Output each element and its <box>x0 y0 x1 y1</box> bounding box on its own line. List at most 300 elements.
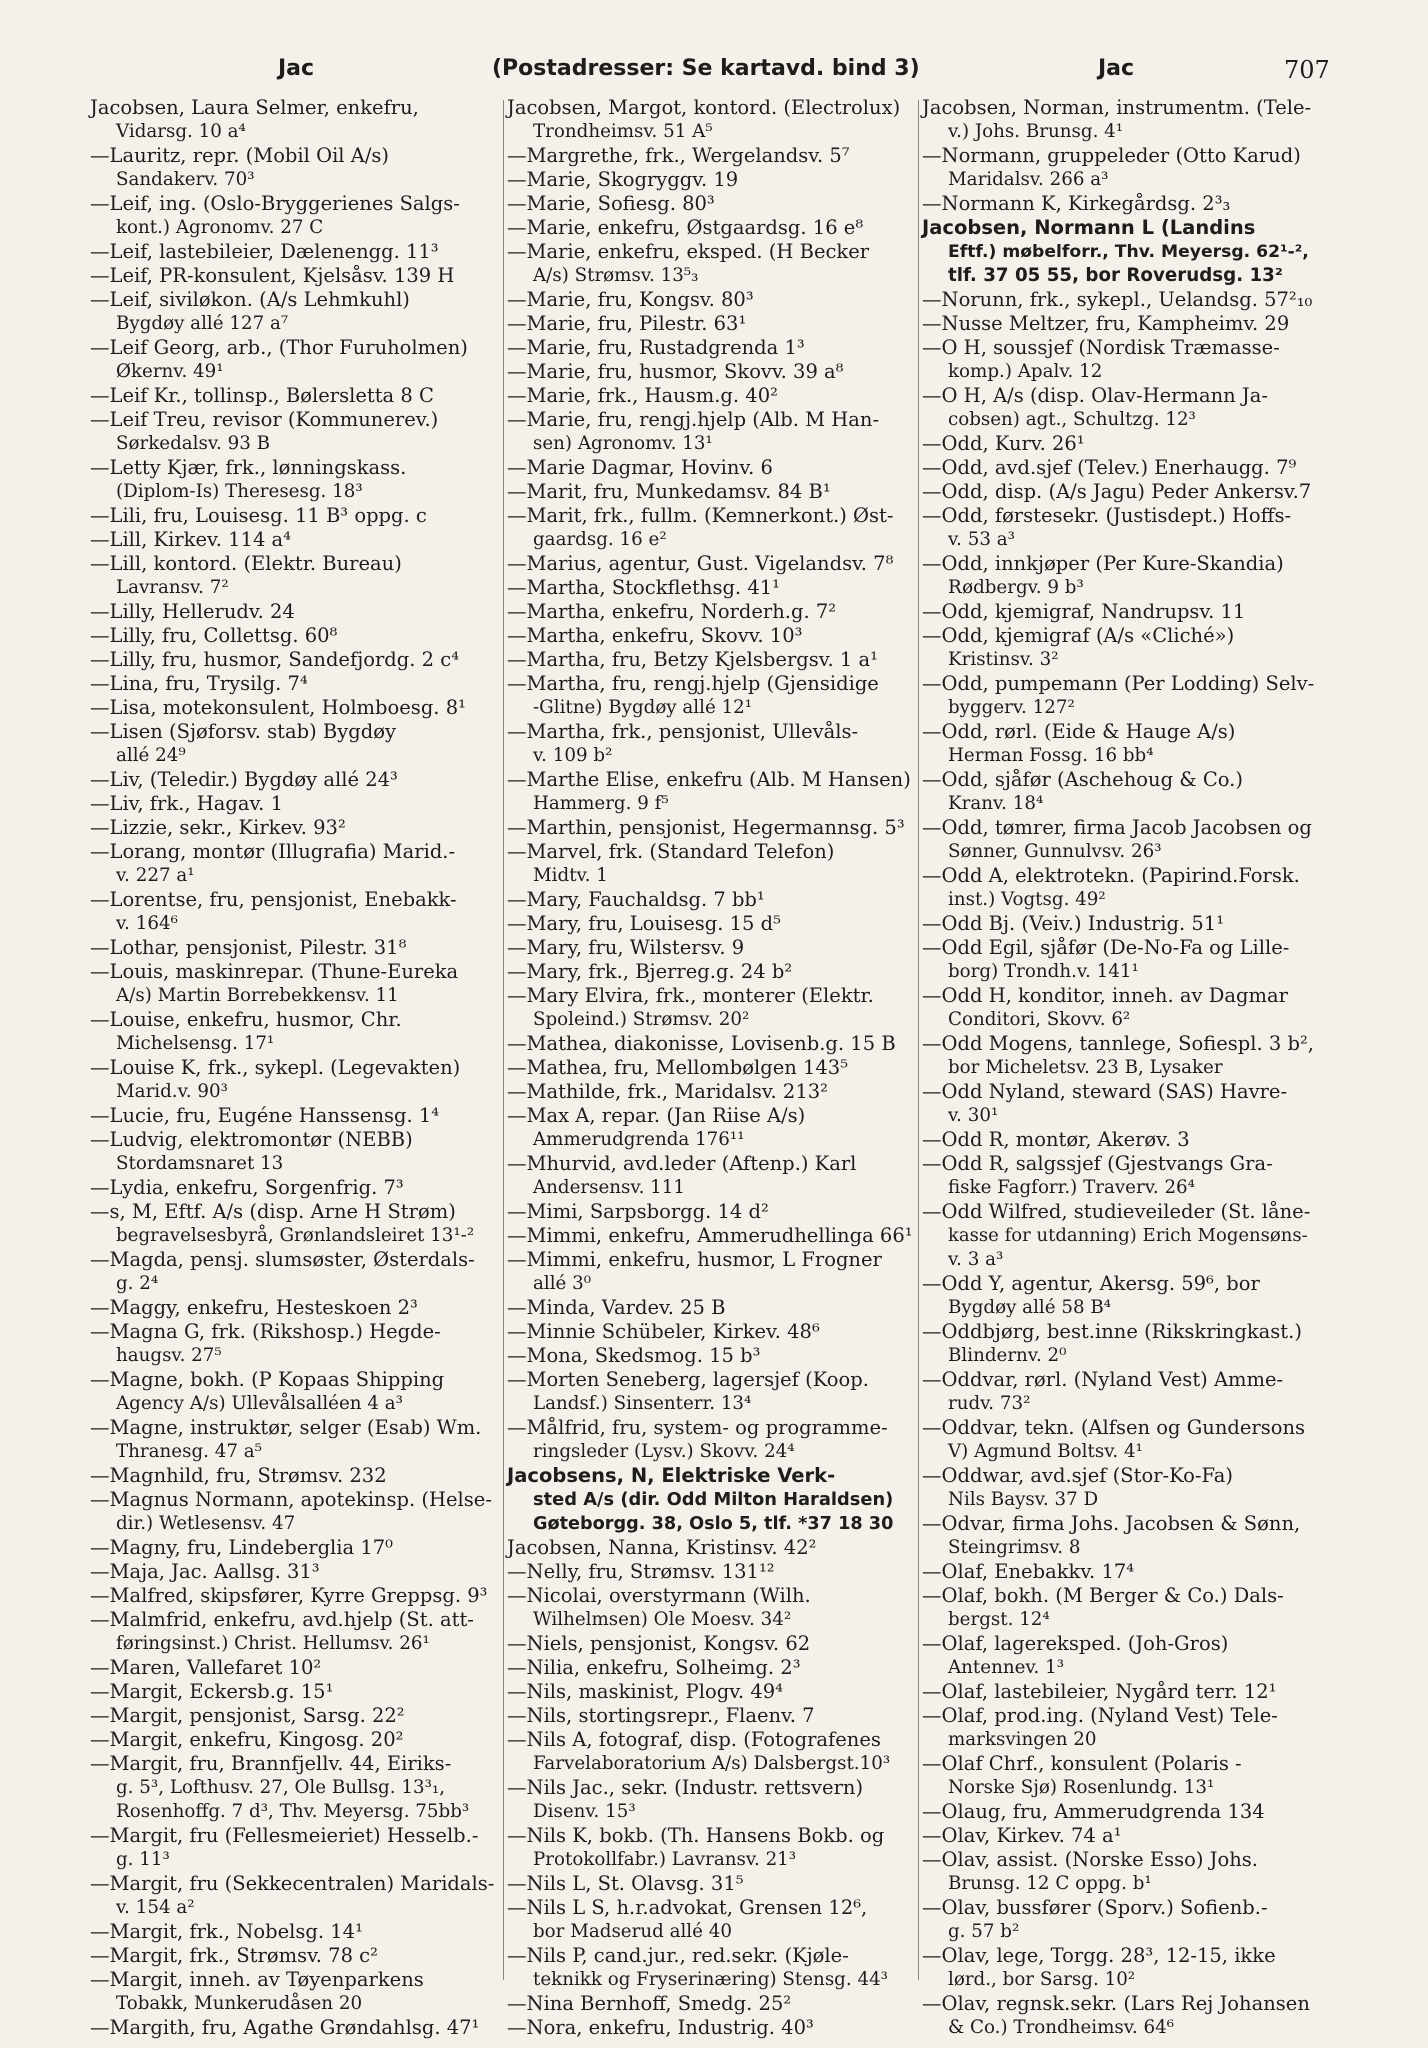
directory-entry <box>922 432 1332 456</box>
directory-entry <box>507 1680 917 1704</box>
directory-entry <box>507 1632 917 1656</box>
entry-continuation-line: Marid.v. 90³ <box>116 1081 228 1102</box>
entry-line: —Odd Y, agentur, Akersg. 59⁶, bor <box>922 1272 1260 1295</box>
directory-entry-bold <box>507 1464 917 1536</box>
directory-entry <box>90 1008 500 1056</box>
entry-continuation-line: -Glitne) Bygdøy allé 12¹ <box>533 697 753 718</box>
entry-line: —Leif Kr., tollinsp., Bølersletta 8 C <box>90 384 434 407</box>
entry-continuation-line: gaardsg. 16 e² <box>533 529 667 550</box>
entry-line: —Morten Seneberg, lagersjef (Koop. <box>507 1368 869 1391</box>
entry-continuation-line: Stordamsnaret 13 <box>116 1153 284 1174</box>
entry-continuation-line: Bygdøy allé 58 B⁴ <box>948 1297 1112 1318</box>
directory-entry <box>90 288 500 336</box>
directory-entry <box>90 144 500 192</box>
entry-line: —Odd, kjemigraf, Nandrupsv. 11 <box>922 600 1246 623</box>
directory-entry <box>507 504 917 552</box>
directory-entry <box>922 1824 1332 1848</box>
entry-line: —Marie, Sofiesg. 80³ <box>507 192 715 215</box>
entry-continuation-line: fiske Fagforr.) Traverv. 26⁴ <box>948 1177 1195 1198</box>
directory-entry <box>90 936 500 960</box>
directory-entry <box>922 192 1332 216</box>
header-center-note: (Postadresser: Se kartavd. bind 3) <box>492 56 920 81</box>
directory-column-2 <box>507 96 917 2040</box>
entry-line: —Lill, Kirkev. 114 a⁴ <box>90 528 291 551</box>
entry-line: —Odd, tømrer, firma Jacob Jacobsen og <box>922 816 1312 839</box>
directory-entry <box>507 576 917 600</box>
entry-line: —Olav, lege, Torgg. 28³, 12-15, ikke <box>922 1944 1276 1967</box>
entry-continuation-line: Sandakerv. 70³ <box>116 169 255 190</box>
directory-entry <box>90 648 500 672</box>
directory-entry <box>90 552 500 600</box>
entry-line: —Nils K, bokb. (Th. Hansens Bokb. og <box>507 1824 885 1847</box>
directory-entry <box>922 1752 1332 1800</box>
directory-entry <box>90 1536 500 1560</box>
entry-line: —Minnie Schübeler, Kirkev. 48⁶ <box>507 1320 820 1343</box>
entry-line: —Leif, siviløkon. (A/s Lehmkuhl) <box>90 288 410 311</box>
entry-continuation-line: g. 5³, Lofthusv. 27, Ole Bullsg. 13³₁, <box>116 1777 445 1798</box>
entry-line: —Marie, Skogryggv. 19 <box>507 168 739 191</box>
entry-continuation-line: Landsf.) Sinsenterr. 13⁴ <box>533 1393 752 1414</box>
directory-entry <box>507 1944 917 1992</box>
entry-line: —Lorang, montør (Illugrafia) Marid.- <box>90 840 456 863</box>
directory-entry <box>90 672 500 696</box>
entry-line: —Odd Mogens, tannlege, Sofiespl. 3 b², <box>922 1032 1314 1055</box>
entry-line: —Martha, enkefru, Skovv. 10³ <box>507 624 803 647</box>
entry-line: —Lizzie, sekr., Kirkev. 93² <box>90 816 346 839</box>
entry-continuation-line: Herman Fossg. 16 bb⁴ <box>948 745 1154 766</box>
entry-line: —Odd R, montør, Akerøv. 3 <box>922 1128 1190 1151</box>
entry-continuation-line: cobsen) agt., Schultzg. 12³ <box>948 409 1196 430</box>
directory-entry <box>922 1080 1332 1128</box>
entry-line: —Margith, fru, Agathe Grøndahlsg. 47¹ <box>90 2016 480 2039</box>
entry-line: —Nelly, fru, Strømsv. 131¹² <box>507 1560 775 1583</box>
entry-line: —Margit, inneh. av Tøyenparkens <box>90 1968 424 1991</box>
directory-entry <box>90 840 500 888</box>
entry-line: —Margit, fru, Brannfjellv. 44, Eiriks- <box>90 1752 452 1775</box>
entry-line: —Magnus Normann, apotekinsp. (Helse- <box>90 1488 492 1511</box>
entry-line: —Marie, enkefru, Østgaardsg. 16 e⁸ <box>507 216 864 239</box>
directory-entry <box>922 1632 1332 1680</box>
entry-line: —Martha, Stockflethsg. 41¹ <box>507 576 780 599</box>
entry-continuation-line: v. 53 a³ <box>948 529 1015 550</box>
entry-continuation-line: Protokollfabr.) Lavransv. 21³ <box>533 1849 797 1870</box>
entry-line: —Margit, pensjonist, Sarsg. 22² <box>90 1704 405 1727</box>
entry-line: Jacobsen, Nanna, Kristinsv. 42² <box>507 1536 817 1559</box>
directory-entry <box>507 1104 917 1152</box>
directory-entry <box>507 768 917 816</box>
directory-entry <box>922 1200 1332 1272</box>
entry-line: —Oddvar, rørl. (Nyland Vest) Amme- <box>922 1368 1284 1391</box>
directory-entry <box>507 1704 917 1728</box>
entry-line: —Marie, fru, Kongsv. 80³ <box>507 288 754 311</box>
directory-entry <box>922 1512 1332 1560</box>
entry-line: —Maren, Vallefaret 10² <box>90 1656 322 1679</box>
entry-line: —Lothar, pensjonist, Pilestr. 31⁸ <box>90 936 407 959</box>
entry-line: —Olaf, lastebileier, Nygård terr. 12¹ <box>922 1680 1277 1703</box>
entry-line: —Odvar, firma Johs. Jacobsen & Sønn, <box>922 1512 1301 1535</box>
entry-continuation-line: Trondheimsv. 51 A⁵ <box>533 121 713 142</box>
directory-entry <box>922 912 1332 936</box>
entry-line: —Magne, instruktør, selger (Esab) Wm. <box>90 1416 482 1439</box>
directory-entry <box>507 984 917 1032</box>
directory-entry <box>507 624 917 648</box>
entry-continuation-line: dir.) Wetlesensv. 47 <box>116 1513 296 1534</box>
directory-entry <box>507 816 917 840</box>
entry-line: —Mathea, diakonisse, Lovisenb.g. 15 B <box>507 1032 896 1055</box>
entry-continuation-line: bor Micheletsv. 23 B, Lysaker <box>948 1057 1223 1078</box>
directory-entry <box>507 648 917 672</box>
entry-continuation-line: rudv. 73² <box>948 1393 1031 1414</box>
directory-entry <box>507 360 917 384</box>
entry-line: —Letty Kjær, frk., lønningskass. <box>90 456 407 479</box>
entry-line: —Norunn, frk., sykepl., Uelandsg. 57²₁₀ <box>922 288 1313 311</box>
directory-entry <box>922 480 1332 504</box>
entry-continuation-line: bergst. 12⁴ <box>948 1609 1050 1630</box>
entry-continuation-line: v. 227 a¹ <box>116 865 195 886</box>
entry-line: —Martha, enkefru, Norderh.g. 7² <box>507 600 837 623</box>
entry-continuation-line: komp.) Apalv. 12 <box>948 361 1103 382</box>
directory-entry <box>90 624 500 648</box>
entry-line: —Marius, agentur, Gust. Vigelandsv. 7⁸ <box>507 552 894 575</box>
entry-line: —Odd Bj. (Veiv.) Industrig. 51¹ <box>922 912 1225 935</box>
directory-entry <box>90 456 500 504</box>
directory-entry <box>90 1464 500 1488</box>
entry-line: —Lauritz, repr. (Mobil Oil A/s) <box>90 144 390 167</box>
entry-continuation-line: Farvelaboratorium A/s) Dalsbergst.10³ <box>533 1753 891 1774</box>
entry-line: —Magna G, frk. (Rikshosp.) Hegde- <box>90 1320 441 1343</box>
entry-continuation-line: sted A/s (dir. Odd Milton Haraldsen) <box>533 1489 894 1510</box>
entry-line: —Olav, Kirkev. 74 a¹ <box>922 1824 1122 1847</box>
directory-entry <box>507 936 917 960</box>
entry-line: —Marthin, pensjonist, Hegermannsg. 5³ <box>507 816 905 839</box>
entry-line: —Martha, fru, rengj.hjelp (Gjensidige <box>507 672 879 695</box>
entry-continuation-line: v. 164⁶ <box>116 913 178 934</box>
directory-entry <box>922 1368 1332 1416</box>
entry-line: —Olaug, fru, Ammerudgrenda 134 <box>922 1800 1265 1823</box>
directory-entry <box>90 1128 500 1176</box>
entry-continuation-line: føringsinst.) Christ. Hellumsv. 26¹ <box>116 1633 430 1654</box>
directory-entry <box>507 480 917 504</box>
directory-entry <box>507 168 917 192</box>
entry-line: —Mimmi, enkefru, Ammerudhellinga 66¹ <box>507 1224 913 1247</box>
entry-continuation-line: g. 57 b² <box>948 1921 1020 1942</box>
directory-entry <box>90 1944 500 1968</box>
directory-entry <box>90 96 500 144</box>
directory-entry <box>507 1032 917 1056</box>
directory-entry <box>507 1584 917 1632</box>
entry-line: —Ludvig, elektromontør (NEBB) <box>90 1128 413 1151</box>
entry-line: —Målfrid, fru, system- og programme- <box>507 1416 888 1439</box>
entry-continuation-line: Nils Baysv. 37 D <box>948 1489 1099 1510</box>
entry-line: —Marie, frk., Hausm.g. 40² <box>507 384 778 407</box>
entry-line: —Lili, fru, Louisesg. 11 B³ oppg. c <box>90 504 427 527</box>
entry-line: —Magne, bokh. (P Kopaas Shipping <box>90 1368 445 1391</box>
entry-line: —Louise K, frk., sykepl. (Legevakten) <box>90 1056 461 1079</box>
directory-entry <box>922 384 1332 432</box>
entry-continuation-line: kont.) Agronomv. 27 C <box>116 217 324 238</box>
entry-line: —Magnhild, fru, Strømsv. 232 <box>90 1464 387 1487</box>
entry-line: —Nils Jac., sekr. (Industr. rettsvern) <box>507 1776 864 1799</box>
entry-continuation-line: Steingrimsv. 8 <box>948 1537 1081 1558</box>
entry-line: —Odd Wilfred, studieveileder (St. låne- <box>922 1200 1311 1223</box>
directory-entry <box>507 1872 917 1896</box>
directory-entry <box>922 1800 1332 1824</box>
entry-continuation-line: byggerv. 127² <box>948 697 1075 718</box>
entry-line: —Odd Egil, sjåfør (De-No-Fa og Lille- <box>922 936 1290 959</box>
directory-entry <box>507 96 917 144</box>
entry-line: —O H, A/s (disp. Olav-Hermann Ja- <box>922 384 1268 407</box>
directory-entry <box>922 288 1332 312</box>
directory-entry <box>507 1200 917 1224</box>
entry-line: —Margit, Eckersb.g. 15¹ <box>90 1680 334 1703</box>
entry-continuation-line: Rosenhoffg. 7 d³, Thv. Meyersg. 75bb³ <box>116 1801 470 1822</box>
entry-continuation-line: A/s) Martin Borrebekkensv. 11 <box>116 985 399 1006</box>
directory-entry <box>922 672 1332 720</box>
entry-line: —Nicolai, overstyrmann (Wilh. <box>507 1584 811 1607</box>
directory-entry <box>90 1488 500 1536</box>
directory-entry <box>90 1752 500 1824</box>
directory-entry <box>90 1416 500 1464</box>
directory-entry <box>922 1896 1332 1944</box>
directory-entry <box>507 840 917 888</box>
directory-entry <box>922 1464 1332 1512</box>
directory-entry <box>922 768 1332 816</box>
directory-entry <box>922 864 1332 912</box>
directory-entry <box>90 408 500 456</box>
entry-line: —Odd A, elektrotekn. (Papirind.Forsk. <box>922 864 1300 887</box>
directory-entry <box>922 312 1332 336</box>
directory-entry <box>507 240 917 288</box>
entry-continuation-line: Gøteborgg. 38, Oslo 5, tlf. *37 18 30 <box>533 1514 894 1534</box>
entry-line: —Odd H, konditor, inneh. av Dagmar <box>922 984 1288 1007</box>
directory-entry <box>922 1560 1332 1584</box>
entry-line: —Martha, fru, Betzy Kjelsbergsv. 1 a¹ <box>507 648 878 671</box>
entry-line: —Nilia, enkefru, Solheimg. 2³ <box>507 1656 801 1679</box>
entry-line: —Nora, enkefru, Industrig. 40³ <box>507 2016 814 2039</box>
entry-continuation-line: teknikk og Fryserinæring) Stensg. 44³ <box>533 1969 889 1990</box>
column-divider <box>503 100 504 1980</box>
entry-line: —Olaf, prod.ing. (Nyland Vest) Tele- <box>922 1704 1278 1727</box>
entry-continuation-line: haugsv. 27⁵ <box>116 1345 222 1366</box>
entry-line: —Olaf, lagereksped. (Joh-Gros) <box>922 1632 1229 1655</box>
entry-continuation-line: marksvingen 20 <box>948 1729 1097 1750</box>
entry-line: —Lilly, Hellerudv. 24 <box>90 600 295 623</box>
entry-continuation-line: Maridalsv. 266 a³ <box>948 169 1109 190</box>
directory-entry <box>507 456 917 480</box>
directory-entry <box>507 1344 917 1368</box>
entry-continuation-line: bor Madserud allé 40 <box>533 1921 732 1942</box>
directory-entry <box>507 600 917 624</box>
entry-line: —Leif Georg, arb., (Thor Furuholmen) <box>90 336 468 359</box>
entry-line: —Maggy, enkefru, Hesteskoen 2³ <box>90 1296 418 1319</box>
entry-line: —Margit, fru (Sekkecentralen) Maridals- <box>90 1872 495 1895</box>
directory-entry <box>507 1824 917 1872</box>
directory-entry <box>507 216 917 240</box>
entry-continuation-line: kasse for utdanning) Erich Mogensøns- <box>948 1225 1308 1246</box>
entry-line: —Oddvar, tekn. (Alfsen og Gundersons <box>922 1416 1306 1439</box>
directory-entry <box>90 1608 500 1656</box>
directory-entry <box>507 1728 917 1776</box>
entry-continuation-line: v.) Johs. Brunsg. 4¹ <box>948 121 1124 142</box>
entry-line: —O H, soussjef (Nordisk Træmasse- <box>922 336 1280 359</box>
directory-entry <box>507 1416 917 1464</box>
entry-continuation-line: g. 11³ <box>116 1849 170 1870</box>
directory-entry <box>922 984 1332 1032</box>
directory-entry <box>90 1104 500 1128</box>
directory-entry <box>507 1320 917 1344</box>
entry-line: —Nils, stortingsrepr., Flaenv. 7 <box>507 1704 815 1727</box>
directory-entry <box>922 456 1332 480</box>
directory-entry <box>90 1680 500 1704</box>
entry-continuation-line: v. 3 a³ <box>948 1249 1004 1270</box>
entry-continuation-line: Spoleind.) Strømsv. 20² <box>533 1009 750 1030</box>
directory-entry <box>90 720 500 768</box>
entry-line: —Malmfrid, enkefru, avd.hjelp (St. att- <box>90 1608 474 1631</box>
entry-line: —Nina Bernhoff, Smedg. 25² <box>507 1992 792 2015</box>
directory-entry <box>507 672 917 720</box>
directory-entry <box>507 912 917 936</box>
entry-line: —Mary, fru, Louisesg. 15 d⁵ <box>507 912 781 935</box>
directory-entry <box>90 240 500 264</box>
entry-line: —Nils P, cand.jur., red.sekr. (Kjøle- <box>507 1944 849 1967</box>
directory-entry <box>507 312 917 336</box>
directory-entry <box>90 1584 500 1608</box>
entry-continuation-line: v. 30¹ <box>948 1105 999 1126</box>
directory-entry <box>922 1584 1332 1632</box>
entry-line: Jacobsen, Margot, kontord. (Electrolux) <box>507 96 901 119</box>
directory-entry <box>507 192 917 216</box>
directory-entry <box>507 720 917 768</box>
entry-continuation-line: Agency A/s) Ullevålsalléen 4 a³ <box>116 1393 403 1414</box>
entry-continuation-line: Økernv. 49¹ <box>116 361 224 382</box>
entry-continuation-line: Antennev. 1³ <box>948 1657 1065 1678</box>
directory-entry <box>507 1080 917 1104</box>
entry-line: —Leif, ing. (Oslo-Bryggerienes Salgs- <box>90 192 460 215</box>
entry-line: —Odd, førstesekr. (Justisdept.) Hoffs- <box>922 504 1292 527</box>
directory-entry <box>90 336 500 384</box>
entry-line: —Marit, fru, Munkedamsv. 84 B¹ <box>507 480 831 503</box>
entry-line: —Olaf, bokh. (M Berger & Co.) Dals- <box>922 1584 1284 1607</box>
entry-continuation-line: Midtv. 1 <box>533 865 608 886</box>
directory-entry <box>507 384 917 408</box>
entry-line: —Leif, PR-konsulent, Kjelsåsv. 139 H <box>90 264 455 287</box>
directory-entry <box>922 552 1332 600</box>
entry-line: —Mimmi, enkefru, husmor, L Frogner <box>507 1248 882 1271</box>
column-divider <box>918 100 919 1980</box>
entry-line: —Magny, fru, Lindeberglia 17⁰ <box>90 1536 393 1559</box>
directory-entry <box>90 888 500 936</box>
entry-line: —Olav, regnsk.sekr. (Lars Rej Johansen <box>922 1992 1310 2015</box>
directory-entry <box>507 1056 917 1080</box>
entry-line: —Odd, Kurv. 26¹ <box>922 432 1085 455</box>
directory-entry <box>90 792 500 816</box>
entry-continuation-line: v. 154 a² <box>116 1897 195 1918</box>
entry-line: —Martha, frk., pensjonist, Ullevåls- <box>507 720 859 743</box>
entry-line: —Olaf Chrf., konsulent (Polaris - <box>922 1752 1242 1775</box>
directory-entry <box>90 1296 500 1320</box>
entry-line: —Margit, frk., Nobelsg. 14¹ <box>90 1920 363 1943</box>
entry-continuation-line: Sørkedalsv. 93 B <box>116 433 271 454</box>
directory-entry <box>90 1056 500 1104</box>
entry-line: Jacobsen, Normann L (Landins <box>922 216 1256 239</box>
entry-line: —Odd Nyland, steward (SAS) Havre- <box>922 1080 1288 1103</box>
entry-continuation-line: Eftf.) møbelforr., Thv. Meyersg. 62¹-², <box>948 242 1309 262</box>
entry-line: —Marie, fru, husmor, Skovv. 39 a⁸ <box>507 360 844 383</box>
directory-entry <box>922 1272 1332 1320</box>
entry-line: —Louis, maskinrepar. (Thune-Eureka <box>90 960 459 983</box>
directory-entry <box>922 1680 1332 1704</box>
directory-entry <box>507 1992 917 2016</box>
entry-line: —Olav, bussfører (Sporv.) Sofienb.- <box>922 1896 1268 1919</box>
entry-line: —Louise, enkefru, husmor, Chr. <box>90 1008 402 1031</box>
directory-entry <box>90 1176 500 1200</box>
entry-line: —Nils, maskinist, Plogv. 49⁴ <box>507 1680 783 1703</box>
entry-continuation-line: & Co.) Trondheimsv. 64⁶ <box>948 2017 1175 2038</box>
entry-line: —Lisen (Sjøforsv. stab) Bygdøy <box>90 720 396 743</box>
directory-entry <box>922 1416 1332 1464</box>
directory-entry <box>507 1152 917 1200</box>
directory-entry <box>90 696 500 720</box>
directory-entry <box>507 1248 917 1296</box>
entry-line: —Margit, frk., Strømsv. 78 c² <box>90 1944 378 1967</box>
entry-line: —Nusse Meltzer, fru, Kampheimv. 29 <box>922 312 1290 335</box>
entry-line: —Malfred, skipsfører, Kyrre Greppsg. 9³ <box>90 1584 488 1607</box>
entry-line: —Lilly, fru, husmor, Sandefjordg. 2 c⁴ <box>90 648 460 671</box>
directory-entry <box>922 1944 1332 1992</box>
entry-line: —Mathilde, frk., Maridalsv. 213² <box>507 1080 828 1103</box>
entry-line: —Max A, repar. (Jan Riise A/s) <box>507 1104 806 1127</box>
directory-entry <box>922 936 1332 984</box>
header-right-guide-word: Jac <box>1098 56 1135 81</box>
entry-line: —Mimi, Sarpsborgg. 14 d² <box>507 1200 769 1223</box>
entry-continuation-line: Conditori, Skovv. 6² <box>948 1009 1131 1030</box>
entry-line: —Mary, frk., Bjerreg.g. 24 b² <box>507 960 793 983</box>
entry-line: —Marvel, frk. (Standard Telefon) <box>507 840 835 863</box>
entry-continuation-line: Michelsensg. 17¹ <box>116 1033 275 1054</box>
entry-continuation-line: g. 2⁴ <box>116 1273 159 1294</box>
entry-continuation-line: Hammerg. 9 f⁵ <box>533 793 669 814</box>
directory-entry <box>90 1656 500 1680</box>
entry-line: —Minda, Vardev. 25 B <box>507 1296 726 1319</box>
entry-continuation-line: Brunsg. 12 C oppg. b¹ <box>948 1873 1152 1894</box>
entry-continuation-line: tlf. 37 05 55, bor Roverudsg. 13² <box>948 265 1283 286</box>
directory-entry <box>922 1992 1332 2040</box>
entry-continuation-line: Andersensv. 111 <box>533 1177 686 1198</box>
entry-line: —Marit, frk., fullm. (Kemnerkont.) Øst- <box>507 504 894 527</box>
directory-column-1 <box>90 96 500 2040</box>
directory-entry <box>90 1320 500 1368</box>
directory-entry <box>922 600 1332 624</box>
directory-entry <box>922 336 1332 384</box>
directory-entry <box>507 1656 917 1680</box>
entry-continuation-line: Kristinsv. 3² <box>948 649 1059 670</box>
entry-continuation-line: Lavransv. 7² <box>116 577 229 598</box>
entry-line: —Normann K, Kirkegårdsg. 2³₃ <box>922 192 1231 215</box>
entry-continuation-line: Disenv. 15³ <box>533 1801 636 1822</box>
entry-line: —Mhurvid, avd.leder (Aftenp.) Karl <box>507 1152 857 1175</box>
entry-line: —Odd, sjåfør (Aschehoug & Co.) <box>922 768 1243 791</box>
directory-entry <box>507 960 917 984</box>
entry-line: —Marie, fru, Rustadgrenda 1³ <box>507 336 805 359</box>
directory-entry <box>507 288 917 312</box>
entry-line: —Niels, pensjonist, Kongsv. 62 <box>507 1632 811 1655</box>
entry-line: —Marthe Elise, enkefru (Alb. M Hansen) <box>507 768 911 791</box>
entry-line: —Odd, innkjøper (Per Kure-Skandia) <box>922 552 1284 575</box>
page-header <box>0 56 1428 96</box>
directory-entry <box>90 1824 500 1872</box>
directory-entry <box>90 1872 500 1920</box>
entry-line: —Marie Dagmar, Hovinv. 6 <box>507 456 773 479</box>
